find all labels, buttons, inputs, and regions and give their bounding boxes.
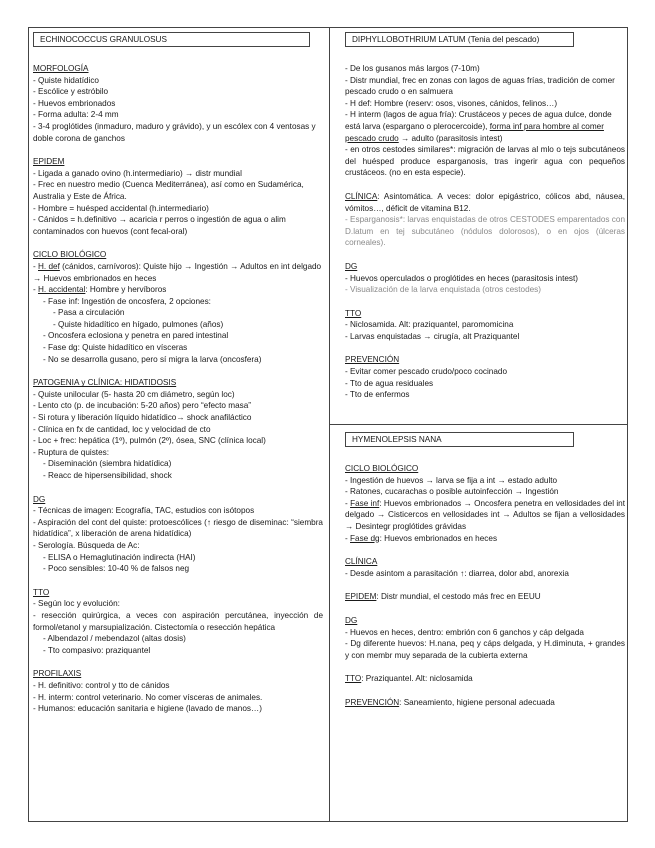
dg-list: [33, 505, 323, 575]
list-item: - Huevos embrionados: [33, 98, 116, 108]
epidem-list: [33, 168, 323, 238]
list-item: - Huevos en heces, dentro: embrión con 6 ganchos y cáp delgada: [345, 627, 584, 637]
section-divider: [329, 424, 628, 425]
diphyllo-clinica: [345, 191, 625, 214]
hymeno-prev: [345, 697, 625, 709]
list-item: - Oncosfera eclosiona y penetra en pared intestinal: [43, 331, 229, 341]
hinterm-a: - H interm (lagos de agua fría): Crustáceos y peces de agua dulce, donde está larva (espargano o plerocercoide),: [345, 110, 612, 131]
list-item: - ELISA o Hemaglutinación indirecta (HAI): [43, 552, 196, 562]
diphyllo-hinterm: [345, 109, 625, 144]
clinica-text: : Asintomática. A veces: dolor epigástrico, cólicos abd, náusea, vómitos…, déficit de vitamina B12.: [345, 191, 625, 213]
hymeno-epidem-label: EPIDEM: [345, 592, 377, 602]
profilaxis-heading: PROFILAXIS: [33, 669, 82, 679]
morfologia-heading: MORFOLOGÍA: [33, 64, 89, 73]
fase-dg-text: : Huevos embrionados en heces: [379, 533, 498, 543]
list-item: - Cánidos = h.definitivo → acaricia r perros o ingestión de agua o alim contaminados con huevos (cont fecal-oral): [33, 215, 286, 236]
morfologia-list: [33, 75, 323, 145]
list-item: - Poco sensibles: 10-40 % de falsos neg: [43, 564, 190, 574]
list-item: - 3-4 proglótides (inmaduro, maduro y grávido), y un escólex con 4 ventosas y doble corona de ganchos: [33, 121, 316, 143]
hymeno-epidem-text: : Distr mundial, el cestodo más frec en EEUU: [376, 592, 541, 602]
list-item: - Lento cto (p. de incubación: 5-20 años) pero “efecto masa”: [33, 401, 252, 411]
fase-dg-label: Fase dg: [350, 533, 380, 543]
echinococcus-column: [33, 32, 323, 715]
hymeno-fase-inf: - Fase inf: Huevos embrionados → Oncosfera penetra en vellosidades del int delgado → Cisticercos en vellosidades int → Adultos se fijan a vellosidades → Desintegr proglótides grávidas: [345, 498, 626, 531]
ciclo-heading: CICLO BIOLÓGICO: [33, 250, 107, 260]
fase-inf-text: : Huevos embrionados → Oncosfera penetra en vellosidades del int delgado → Cisticercos en vellosidades int → Adultos se fijan a vellosidades → Desintegr proglótides grávidas: [345, 498, 626, 531]
hinterm-underlined: forma inf para hombre al comer pescado crudo: [345, 121, 604, 143]
diphyllobothrium-title: DIPHYLLOBOTHRIUM LATUM (Tenia del pescado): [345, 32, 574, 47]
list-item: - Ligada a ganado ovino (h.intermediario) → distr mundial: [33, 168, 242, 178]
hymenolepsis-title: HYMENOLEPSIS NANA: [345, 432, 574, 447]
hymeno-prev-label: PREVENCIÓN: [345, 697, 400, 707]
hdef-label: H. def: [38, 261, 60, 271]
list-item: - Aspiración del cont del quiste: protoescólices (↑ riesgo de diseminac: “siembra hidatídica”, x liberación de arena hidatídica): [33, 517, 323, 539]
list-item: - Clínica en fx de cantidad, loc y velocidad de cto: [33, 424, 211, 434]
list-item: - Quiste unilocular (5- hasta 20 cm diámetro, según loc): [33, 389, 235, 399]
diphyllo-otros: - en otros cestodes similares*: migración de larvas al mlo o tejs subcutáneos del huésped produce esparganosis, tras ingerir agua con pequeños crustáceos. (no en esta especie).: [345, 145, 625, 178]
list-item: - Niclosamida. Alt: praziquantel, paromomicina: [345, 320, 514, 330]
list-item: - H. definitivo: control y tto de cánidos: [33, 680, 170, 690]
list-item: - Escólice y estróbilo: [33, 87, 109, 97]
hymeno-prev-text: : Saneamiento, higiene personal adecuada: [399, 697, 555, 707]
list-item: - Serología. Búsqueda de Ac:: [33, 540, 140, 550]
epidem-heading: EPIDEM: [33, 157, 65, 167]
hacc-label: H. accidental: [38, 285, 86, 295]
list-item: - De los gusanos más largos (7-10m): [345, 64, 480, 73]
list-item: - Ruptura de quistes:: [33, 447, 110, 457]
list-item: - Reacc de hipersensibilidad, shock: [43, 471, 172, 480]
hymeno-clinica-heading: CLÍNICA: [345, 557, 378, 567]
list-item: - Diseminación (siembra hidatídica): [43, 459, 172, 469]
hymeno-ciclo-line1: - Ingestión de huevos → larva se fija a int → estado adulto: [345, 475, 558, 485]
list-item: - Humanos: educación sanitaria e higiene (lavado de manos…): [33, 704, 262, 714]
hymeno-tto-label: TTO: [345, 674, 362, 684]
list-item: - Albendazol / mebendazol (altas dosis): [43, 634, 186, 644]
clinica-label: CLÍNICA: [345, 191, 378, 201]
hymeno-dg-list: [345, 627, 625, 662]
list-item: - Dg diferente huevos: H.nana, peq y cáps delgada, y H.diminuta, + grandes y con membr muy separada de la cubierta externa: [345, 639, 625, 660]
list-item: - No se desarrolla gusano, pero sí migra la larva (oncosfera): [43, 354, 262, 364]
fase-inf-label: Fase inf: [350, 498, 380, 508]
list-item: - Tto compasivo: praziquantel: [43, 645, 151, 655]
list-item: - Larvas enquistadas → cirugía, alt Praziquantel: [345, 331, 520, 341]
list-item: - H. interm: control veterinario. No comer vísceras de animales.: [33, 692, 263, 702]
hymeno-fase-dg: - Fase dg: Huevos embrionados en heces: [345, 533, 498, 543]
ciclo-hacc: - H. accidental: Hombre y hervíboros: [33, 285, 167, 295]
list-item: - Forma adulta: 2-4 mm: [33, 110, 119, 120]
list-item: - H def: Hombre (reserv: osos, visones, cánidos, felinos…): [345, 98, 558, 108]
echinococcus-title: ECHINOCOCCUS GRANULOSUS: [33, 32, 310, 47]
list-item: - Evitar comer pescado crudo/poco cocinado: [345, 367, 508, 377]
list-item: - Tto de agua residuales: [345, 378, 434, 388]
patogenia-heading: PATOGENIA y CLÍNICA: HIDATIDOSIS: [33, 378, 177, 388]
hymenolepsis-column: [345, 432, 625, 709]
list-item: - Pasa a circulación: [53, 308, 125, 318]
dg-heading: DG: [33, 494, 46, 504]
diphyllo-esparganosis: - Esparganosis*: larvas enquistadas de otros CESTODES emparentados con D.latum en tej subcutáneo (nódulos dolorosos), o en ojos (úlceras corneales).: [345, 215, 625, 248]
list-item: - Fase inf: Ingestión de oncosfera, 2 opciones:: [43, 296, 211, 306]
ciclo-list: [33, 296, 323, 366]
diphyllo-tto-heading: TTO: [345, 308, 362, 318]
diphyllo-intro: [345, 63, 625, 109]
hinterm-b: → adulto (parasitosis intest): [398, 133, 503, 143]
list-item: - Distr mundial, frec en zonas con lagos de aguas frías, tradición de comer pescado crudo o en salmuera: [345, 75, 615, 97]
list-item: - resección quirúrgica, a veces con aspiración percutánea, inyección de formol/etanol y marsupialización. Cistectomía o resección hepática: [33, 610, 323, 632]
list-item: - Tto de enfermos: [345, 390, 410, 400]
diphyllo-tto-list: [345, 319, 625, 342]
diphyllo-dg-line1: - Huevos operculados o proglótides en heces (parasitosis intest): [345, 273, 579, 283]
list-item: - Hombre = huésped accidental (h.intermediario): [33, 203, 209, 213]
list-item: - Si rotura y liberación líquido hidatídico→ shock anafiláctico: [33, 413, 252, 423]
hymeno-tto: [345, 673, 625, 685]
hymeno-clinica-line: - Desde asintom a parasitación ↑: diarrea, dolor abd, anorexia: [345, 568, 569, 578]
profilaxis-list: [33, 680, 323, 715]
list-item: - Quiste hidadítico en hígado, pulmones (años): [53, 319, 224, 329]
hymeno-epidem: [345, 591, 625, 603]
hymeno-dg-heading: DG: [345, 615, 358, 625]
patogenia-list: [33, 389, 323, 482]
hymeno-ciclo-line2: - Ratones, cucarachas o posible autoinfección → Ingestión: [345, 487, 559, 497]
list-item: - Frec en nuestro medio (Cuenca Mediterránea), así como en Sudamérica, Australia y Este de África.: [33, 180, 304, 201]
tto-list: [33, 598, 323, 656]
diphyllo-dg-line2: - Visualización de la larva enquistada (otros cestodes): [345, 285, 542, 295]
diphyllobothrium-column: [345, 32, 625, 401]
diphyllo-dg-heading: DG: [345, 261, 358, 271]
diphyllo-prev-list: [345, 366, 625, 401]
hacc-text: : Hombre y hervíboros: [85, 285, 167, 295]
diphyllo-prev-heading: PREVENCIÓN: [345, 355, 400, 365]
hymeno-ciclo-heading: CICLO BIOLÓGICO: [345, 464, 419, 473]
hymeno-tto-text: : Praziquantel. Alt: niclosamida: [361, 674, 473, 684]
list-item: - Técnicas de imagen: Ecografía, TAC, estudios con isótopos: [33, 506, 255, 516]
list-item: - Loc + frec: hepática (1º), pulmón (2º), ósea, SNC (clínica local): [33, 436, 266, 446]
tto-heading: TTO: [33, 587, 50, 597]
list-item: - Según loc y evolución:: [33, 599, 120, 609]
list-item: - Quiste hidatídico: [33, 75, 99, 85]
ciclo-hdef: - H. def (cánidos, carnívoros): Quiste hijo → Ingestión → Adultos en int delgado → Huevos embrionados en heces: [33, 261, 322, 283]
hdef-text: (cánidos, carnívoros): Quiste hijo → Ingestión → Adultos en int delgado → Huevos embrionados en heces: [33, 261, 322, 283]
list-item: - Fase dg: Quiste hidadítico en vísceras: [43, 343, 188, 353]
